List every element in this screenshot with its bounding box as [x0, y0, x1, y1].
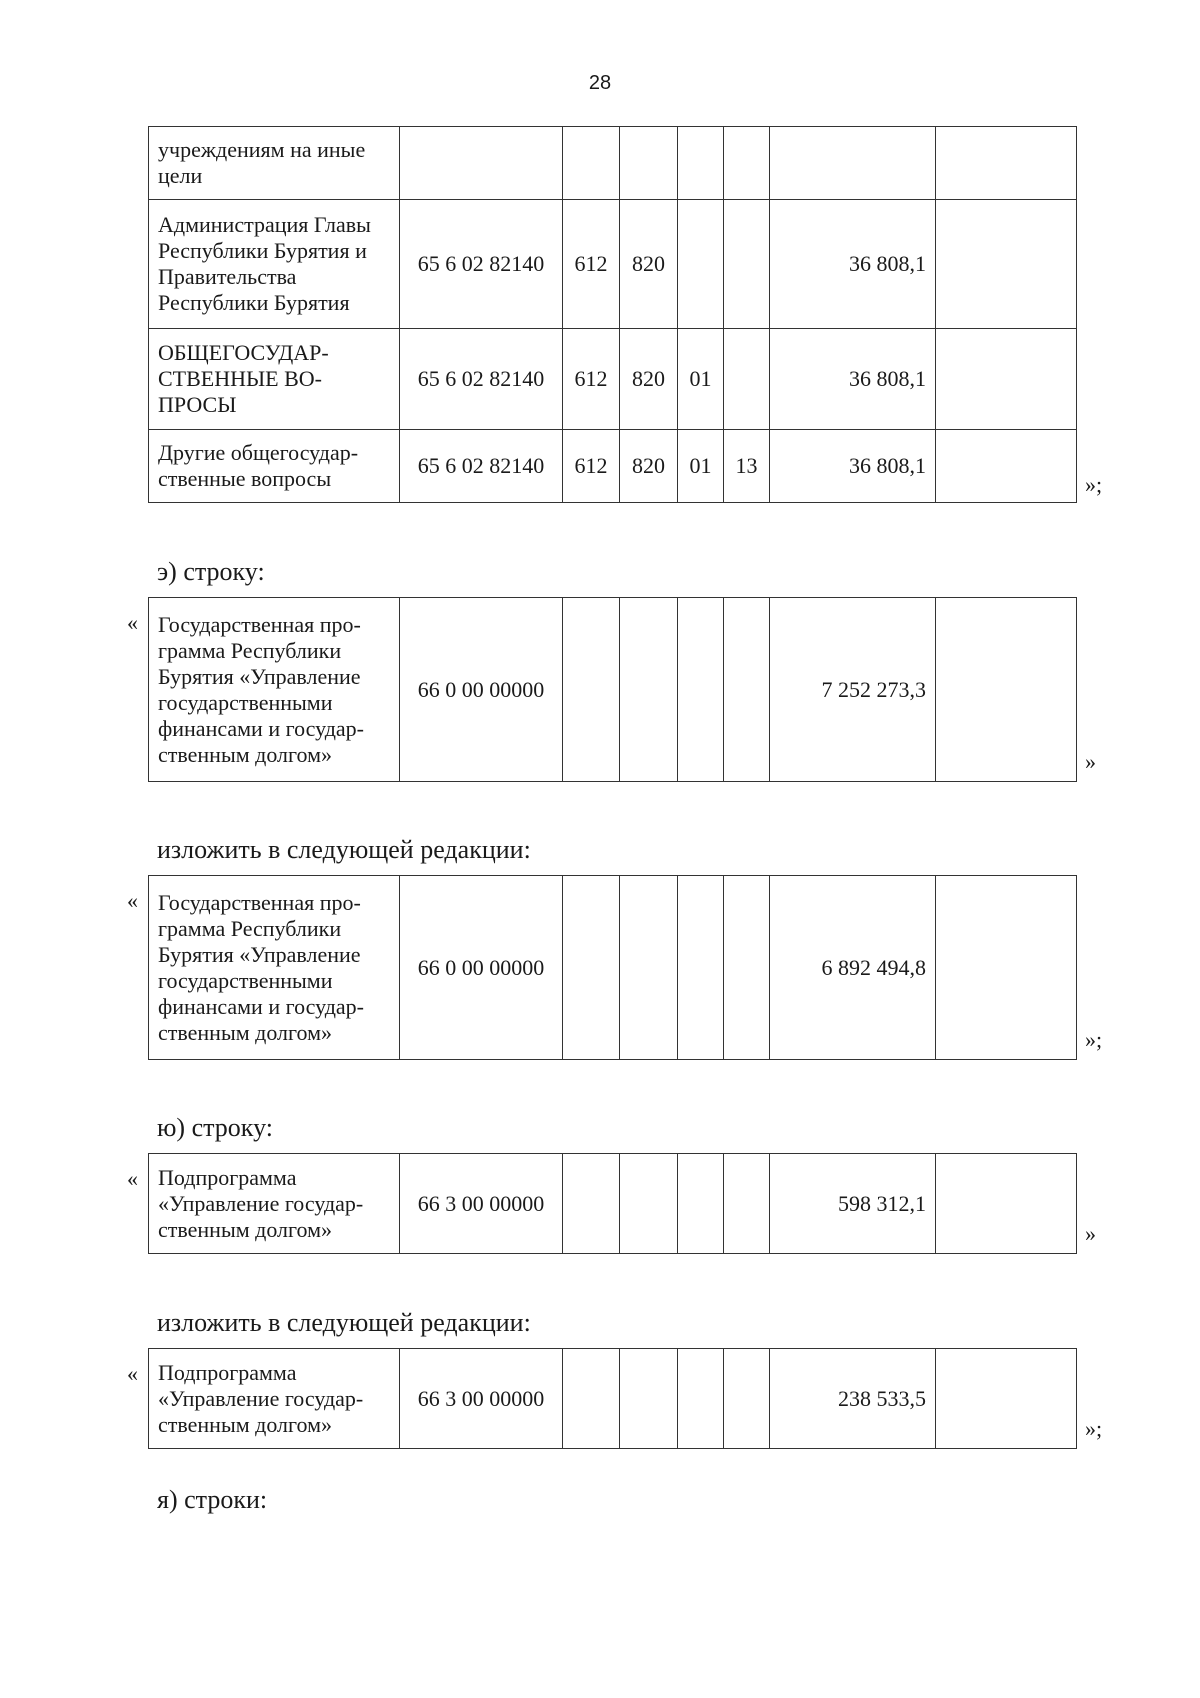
row-amount: 36 808,1 [770, 329, 936, 430]
row-amount: 7 252 273,3 [770, 598, 936, 782]
budget-table-state-program-new [148, 875, 1077, 1060]
row-amount: 36 808,1 [770, 200, 936, 329]
closing-quote: »; [1085, 1027, 1103, 1052]
row-vr [563, 127, 620, 200]
row-pr [724, 876, 770, 1060]
row-gr [620, 127, 678, 200]
row-code: 65 6 02 82140 [400, 200, 563, 329]
section-heading: изложить в следующей редакции: [157, 835, 531, 864]
row-name: Государственная про-грамма Республики Бурятия «Управление государственными финансами и государ-ственным долгом» [149, 876, 400, 1060]
row-code [400, 127, 563, 200]
row-rz: 01 [678, 329, 724, 430]
budget-table-debt-subprogram [148, 1153, 1077, 1254]
row-vr [563, 598, 620, 782]
section-heading: э) строку: [157, 557, 265, 586]
row-extra [936, 1349, 1077, 1449]
row-amount: 598 312,1 [770, 1154, 936, 1254]
section-heading-final: я) строки: [157, 1485, 268, 1514]
row-extra [936, 200, 1077, 329]
row-gr [620, 1349, 678, 1449]
opening-quote: « [127, 610, 138, 635]
row-pr [724, 127, 770, 200]
row-gr: 820 [620, 329, 678, 430]
row-rz [678, 200, 724, 329]
row-gr: 820 [620, 200, 678, 329]
section-heading: ю) строку: [157, 1113, 273, 1142]
row-code: 66 3 00 00000 [400, 1154, 563, 1254]
row-extra [936, 1154, 1077, 1254]
row-gr [620, 1154, 678, 1254]
row-name: Другие общегосудар-ственные вопросы [149, 430, 400, 503]
row-name: Администрация Главы Республики Бурятия и Правительства Республики Бурятия [149, 200, 400, 329]
table-row [149, 200, 1077, 329]
row-amount: 238 533,5 [770, 1349, 936, 1449]
row-amount: 36 808,1 [770, 430, 936, 503]
row-name: ОБЩЕГОСУДАР-СТВЕННЫЕ ВО-ПРОСЫ [149, 329, 400, 430]
table-row [149, 127, 1077, 200]
table-row [149, 1349, 1077, 1449]
row-pr [724, 329, 770, 430]
row-extra [936, 127, 1077, 200]
row-name: Подпрограмма «Управление государ-ственным долгом» [149, 1154, 400, 1254]
row-gr [620, 598, 678, 782]
row-rz: 01 [678, 430, 724, 503]
row-extra [936, 329, 1077, 430]
row-rz [678, 1154, 724, 1254]
page-number: 28 [588, 72, 612, 94]
row-pr: 13 [724, 430, 770, 503]
table-row [149, 430, 1077, 503]
row-vr: 612 [563, 200, 620, 329]
closing-quote: »; [1085, 472, 1103, 497]
opening-quote: « [127, 1361, 138, 1386]
row-rz [678, 876, 724, 1060]
opening-quote: « [127, 1166, 138, 1191]
row-code: 66 0 00 00000 [400, 876, 563, 1060]
row-code: 65 6 02 82140 [400, 430, 563, 503]
opening-quote: « [127, 888, 138, 913]
row-rz [678, 127, 724, 200]
closing-quote: » [1085, 749, 1096, 774]
closing-quote: » [1085, 1221, 1096, 1246]
budget-table-continuation [148, 126, 1077, 503]
row-vr [563, 876, 620, 1060]
row-pr [724, 200, 770, 329]
closing-quote: »; [1085, 1416, 1103, 1441]
row-extra [936, 876, 1077, 1060]
section-heading: изложить в следующей редакции: [157, 1308, 531, 1337]
row-pr [724, 598, 770, 782]
row-name: учреждениям на иные цели [149, 127, 400, 200]
row-pr [724, 1349, 770, 1449]
budget-table-state-program [148, 597, 1077, 782]
budget-table-debt-subprogram-new [148, 1348, 1077, 1449]
row-extra [936, 430, 1077, 503]
table-row [149, 598, 1077, 782]
row-name: Подпрограмма «Управление государ-ственным долгом» [149, 1349, 400, 1449]
table-row [149, 329, 1077, 430]
row-code: 66 3 00 00000 [400, 1349, 563, 1449]
row-code: 65 6 02 82140 [400, 329, 563, 430]
row-rz [678, 598, 724, 782]
row-amount: 6 892 494,8 [770, 876, 936, 1060]
row-vr: 612 [563, 430, 620, 503]
row-gr [620, 876, 678, 1060]
row-name: Государственная про-грамма Республики Бурятия «Управление государственными финансами и государ-ственным долгом» [149, 598, 400, 782]
row-rz [678, 1349, 724, 1449]
row-pr [724, 1154, 770, 1254]
row-extra [936, 598, 1077, 782]
row-vr [563, 1154, 620, 1254]
table-row [149, 876, 1077, 1060]
row-vr [563, 1349, 620, 1449]
row-amount [770, 127, 936, 200]
row-code: 66 0 00 00000 [400, 598, 563, 782]
row-gr: 820 [620, 430, 678, 503]
row-vr: 612 [563, 329, 620, 430]
table-row [149, 1154, 1077, 1254]
